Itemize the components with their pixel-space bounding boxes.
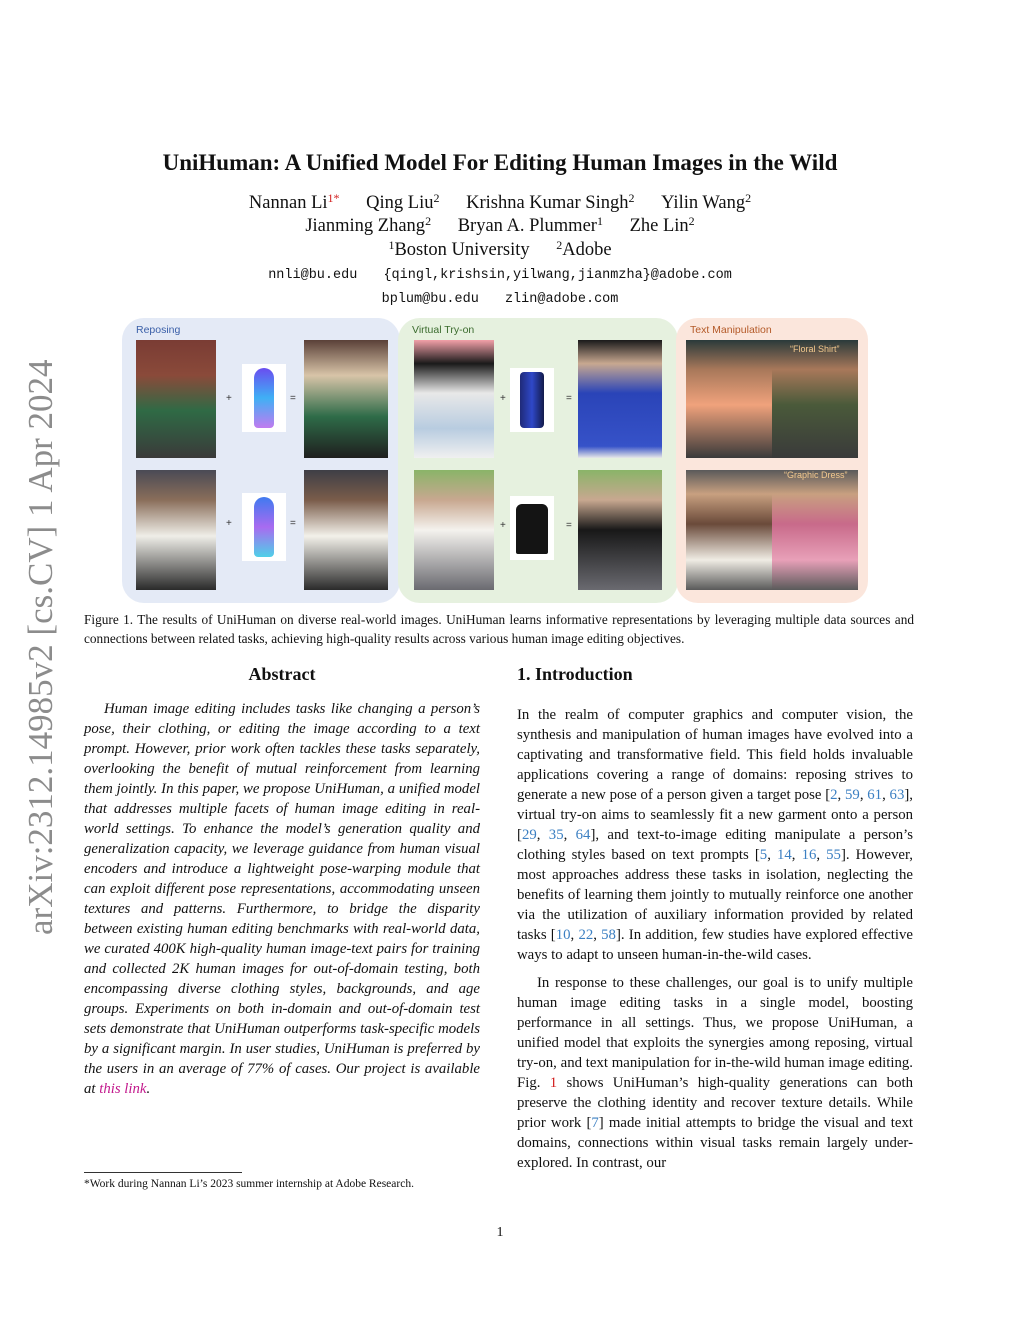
equals-sign: = — [290, 518, 296, 529]
abstract-heading: Abstract — [248, 664, 316, 684]
virtual-try-on-panel — [398, 318, 678, 603]
equals-sign: = — [566, 393, 572, 404]
equals-sign: = — [566, 520, 572, 531]
citation[interactable]: 61 — [867, 787, 883, 803]
panel-label: Virtual Try-on — [412, 324, 475, 336]
authors-row-1 — [0, 193, 1000, 214]
abstract-section — [84, 664, 480, 1099]
reposed-result-image — [304, 340, 388, 458]
source-person-image — [414, 470, 494, 590]
plus-sign: + — [226, 518, 232, 529]
intro-paragraph-1: In the realm of computer graphics and computer vision, the synthesis and manipulation of human images have evolved into a captivating and transformative field. This field holds invaluable applications covering a range of domains: reposing strives to generate a new pose of a person given a target pose [2, 59, 61, 63], virtual try-on aims to seamlessly fit a new garment onto a person [29, 35, 64], and text-to-image editing manipulate a person’s clothing styles based on text prompts [5, 14, 16, 55]. However, most approaches address these tasks in isolation, neglecting the benefits of learning them jointly to mutually reinforce one another via the utilization of auxiliary information provided by related tasks [10, 22, 58]. In addition, few studies have explored effective ways to adapt to unseen human-in-the-wild cases. — [517, 707, 913, 963]
author: Yilin Wang$^2$ — [661, 191, 752, 213]
try-on-result-image — [578, 340, 662, 458]
email: zlin@adobe.com — [504, 292, 619, 307]
affiliation: $^2$Adobe — [556, 238, 612, 260]
authors-row-2 — [0, 216, 1000, 237]
author: Nannan $Li^{1*}$ — [248, 191, 340, 213]
edited-result-image — [772, 340, 858, 458]
garment-image — [510, 496, 554, 560]
citation[interactable]: 5 — [759, 847, 768, 863]
footnote: *Work during Nannan Li’s 2023 summer internship at Adobe Research. — [84, 1178, 414, 1190]
author: Qing Liu$^2$ — [366, 191, 440, 213]
pose-map-image — [242, 364, 286, 432]
citation[interactable]: 55 — [826, 847, 841, 863]
author: Bryan A. Plummer$^1$ — [457, 214, 603, 236]
citation[interactable]: 58 — [601, 927, 616, 943]
introduction-section — [517, 664, 913, 1173]
citation[interactable]: 29 — [521, 827, 537, 843]
citation[interactable]: 2 — [830, 787, 838, 803]
text-manipulation-panel — [676, 318, 868, 603]
author: Zhe Lin$^2$ — [629, 214, 695, 236]
edited-result-image — [772, 470, 858, 590]
text-prompt: “Graphic Dress” — [784, 470, 848, 480]
panel-label: Reposing — [136, 324, 181, 336]
reposing-panel — [122, 318, 400, 603]
plus-sign: + — [226, 393, 232, 404]
emails-row-1 — [0, 268, 1000, 283]
text-prompt: “Floral Shirt” — [790, 344, 840, 354]
abstract-text: Human image editing includes tasks like changing a person’s pose, their clothing, or editing the image according to a text prompt. However, prior work often tackles these tasks separately, overlooking the benefit of mutual reinforcement from learning them jointly. In this paper, we propose UniHuman, a unified model that addresses multiple facets of human image editing in real-world settings. To enhance the model’s generation quality and generalization capacity, we leverage guidance from human visual encoders and introduce a lightweight pose-warping module that can exploit different pose representations, accommodating unseen textures and patterns. Furthermore, to bridge the disparity between existing human editing benchmarks with real-world data, we curated 400K high-quality human image-text pairs for training and collected 2K human images for out-of-domain testing, both encompassing diverse clothing styles, backgrounds, and age groups. Experiments on both in-domain and out-of-domain test sets demonstrate that UniHuman outperforms task-specific models by a significant margin. In user studies, UniHuman is preferred by the users in an average of 77% of cases. Our project is available at this link. — [84, 701, 480, 1097]
introduction-heading: 1. Introduction — [517, 664, 633, 684]
source-person-image — [686, 470, 772, 590]
source-person-image — [414, 340, 494, 458]
reposed-result-image — [304, 470, 388, 590]
garment-image — [510, 368, 554, 432]
citation[interactable]: 64 — [575, 827, 591, 843]
email: bplum@bu.edu — [381, 292, 479, 307]
project-link[interactable]: this link — [99, 1081, 147, 1097]
intro-paragraph-2: In response to these challenges, our goal is to unify multiple human image editing tasks in a single model, boosting performance in all settings. Thus, we propose UniHuman, a unified model that exploits the synergies among reposing, virtual try-on, and text manipulation for in-the-wild human image editing. Fig. 1 shows UniHuman’s high-quality generations can both preserve the clothing identity and recover texture details. While prior work [7] made initial attempts to bridge the visual and text domains, connections within visual tasks remain largely under-explored. In contrast, our — [517, 975, 913, 1171]
pose-map-image — [242, 493, 286, 561]
citation[interactable]: 7 — [591, 1115, 599, 1131]
affiliations — [0, 240, 1000, 261]
citation[interactable]: 35 — [548, 827, 564, 843]
source-person-image — [686, 340, 772, 458]
author: Jianming Zhang$^2$ — [305, 214, 432, 236]
citation[interactable]: 63 — [889, 787, 905, 803]
figure-reference[interactable]: 1 — [549, 1075, 558, 1091]
page-number: 1 — [496, 1225, 504, 1240]
arxiv-identifier: arXiv:2312.14985v2 [cs.CV] 1 Apr 2024 — [21, 359, 60, 935]
citation[interactable]: 22 — [578, 927, 594, 943]
source-person-image — [136, 340, 216, 458]
citation[interactable]: 16 — [801, 847, 817, 863]
plus-sign: + — [500, 520, 506, 531]
email: nnli@bu.edu — [268, 268, 358, 283]
paper-title: UniHuman: A Unified Model For Editing Human Images in the Wild — [162, 150, 838, 175]
figure-caption: Figure 1. The results of UniHuman on diverse real-world images. UniHuman learns informative representations by leveraging multiple data sources and connections between related tasks, achieving high-quality results across various human image editing objectives. — [84, 612, 914, 646]
citation[interactable]: 14 — [776, 847, 792, 863]
email: {qingl,krishsin,yilwang,jianmzha}@adobe.com — [383, 268, 732, 283]
source-person-image — [136, 470, 216, 590]
plus-sign: + — [500, 393, 506, 404]
footnote-rule — [84, 1172, 242, 1173]
author: Krishna Kumar Singh$^2$ — [466, 191, 635, 213]
try-on-result-image — [578, 470, 662, 590]
citation[interactable]: 10 — [555, 927, 571, 943]
emails-row-2 — [0, 292, 1000, 307]
citation[interactable]: 59 — [845, 787, 860, 803]
affiliation: $^1$Boston University — [388, 238, 530, 260]
equals-sign: = — [290, 393, 296, 404]
panel-label: Text Manipulation — [690, 324, 772, 336]
